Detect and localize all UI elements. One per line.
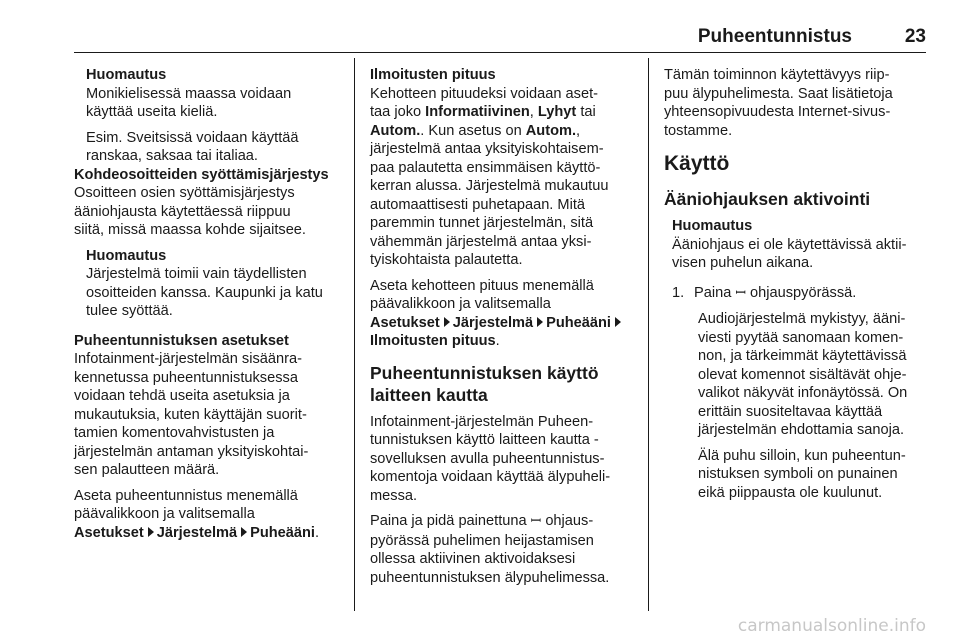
body-line: sovelluksen avulla puheentunnistus- <box>370 450 605 467</box>
section-heading-app: Puheentunnistuksen käyttö <box>370 362 599 383</box>
body-line: sen palautteen määrä. <box>74 462 220 478</box>
note-active-call <box>664 217 934 273</box>
note-heading: Huomautus <box>86 67 167 83</box>
body-line: erittäin suositeltavaa käyttää <box>698 403 883 420</box>
menu-path-arrow-icon <box>148 527 154 537</box>
body-line: voidaan tehdä useita asetuksia ja <box>74 388 290 404</box>
note-line: käyttää useita kieliä. <box>86 104 218 120</box>
option-auto: Autom. <box>525 122 577 139</box>
menu-path-item: Ilmoitusten pituus <box>370 333 496 349</box>
column-2 <box>370 66 638 587</box>
menu-path-arrow-icon <box>241 527 247 537</box>
menu-path-item: Järjestelmä <box>452 314 534 331</box>
section-heading-activate: Ääniohjauksen aktivointi <box>664 189 871 209</box>
body-line: pyörässä puhelimen heijastamisen <box>370 532 594 549</box>
menu-path-arrow-icon <box>615 317 621 327</box>
body-line: paa palautetta ensimmäisen käyttö- <box>370 159 601 176</box>
column-3 <box>664 66 934 502</box>
note-heading: Huomautus <box>86 247 167 264</box>
body-line: nistuksen symboli on punainen <box>698 466 898 482</box>
body-line: päävalikkoon ja valitsemalla <box>370 296 551 312</box>
section-heading-use: Käyttö <box>664 152 730 175</box>
option-informative: Informatiivinen <box>425 104 530 120</box>
body-line: tunnistuksen käyttö laitteen kautta - <box>370 432 599 448</box>
body-line: Infotainment-järjestelmän sisäänra- <box>74 351 302 367</box>
body-line: valikot näkyvät infonäytössä. On <box>698 385 908 401</box>
body-line: taa joko Informatiivinen, Lyhyt tai <box>370 104 596 120</box>
note-line: Monikielisessä maassa voidaan <box>86 85 292 102</box>
watermark: carmanualsonline.info <box>737 616 926 636</box>
step-number: 1. <box>672 284 685 301</box>
menu-path-continued: Ilmoitusten pituus. <box>370 333 500 349</box>
body-line: siitä, missä maassa kohde sijaitsee. <box>74 222 306 238</box>
body-line: Aseta kehotteen pituus menemällä <box>370 277 594 294</box>
body-line: messa. <box>370 487 418 504</box>
body-line: Tämän toiminnon käytettävyys riip- <box>664 67 890 83</box>
menu-path-arrow-icon <box>537 317 543 327</box>
body-line: tyiskohtaista palautetta. <box>370 252 523 268</box>
note-line: visen puhelun aikana. <box>672 255 814 271</box>
body-line: tamien komentovahvistusten ja <box>74 425 275 441</box>
body-line: automaattisesti puhetapaan. Mitä <box>370 196 585 213</box>
voice-button-icon: ꟷ <box>735 285 746 301</box>
page-title: Puheentunnistus <box>697 26 852 47</box>
body-line: ollessa aktiivinen aktivoidaksesi <box>370 551 576 567</box>
note-line: Järjestelmä toimii vain täydellisten <box>86 266 307 282</box>
body-line: Autom.. Kun asetus on Autom., <box>370 122 581 139</box>
note-line: tulee syöttää. <box>86 303 173 319</box>
page-header <box>74 0 926 52</box>
body-line: olevat komennot sisältävät ohje- <box>698 366 907 383</box>
note-line: Esim. Sveitsissä voidaan käyttää <box>86 129 299 146</box>
section-heading-app: laitteen kautta <box>370 384 488 405</box>
note-line: osoitteiden kanssa. Kaupunki ja katu <box>86 284 323 301</box>
body-line: järjestelmän antaman yksityiskohtai- <box>74 443 309 460</box>
body-line: Osoitteen osien syöttämisjärjestys <box>74 185 295 201</box>
body-line: non, ja tärkeimmät käytettävissä <box>698 348 907 364</box>
menu-path-arrow-icon <box>444 317 450 327</box>
body-line: Aseta puheentunnistus menemällä <box>74 487 298 504</box>
body-line: yhteensopivuudesta Internet-sivus- <box>664 104 891 120</box>
note-line: ranskaa, saksaa tai italiaa. <box>86 148 258 164</box>
note-line: Ääniohjaus ei ole käytettävissä aktii- <box>672 236 907 253</box>
column-divider-1 <box>354 58 355 611</box>
step-line: Paina ꟷ ohjauspyörässä. <box>694 284 857 301</box>
menu-path-item: Järjestelmä <box>156 524 238 541</box>
body-line: puu älypuhelimesta. Saat lisätietoja <box>664 85 893 102</box>
body-line: kerran alussa. Järjestelmä mukautuu <box>370 178 609 194</box>
body-line: puheentunnistuksen älypuhelimessa. <box>370 569 610 586</box>
column-divider-2 <box>648 58 649 611</box>
body-line: Infotainment-järjestelmän Puheen- <box>370 413 594 430</box>
body-line: Audiojärjestelmä mykistyy, ääni- <box>698 311 906 327</box>
option-auto: Autom. <box>370 122 421 139</box>
menu-path-item: Asetukset <box>370 314 440 331</box>
option-short: Lyhyt <box>537 104 577 120</box>
note-multilingual <box>74 66 346 166</box>
menu-path <box>74 524 346 543</box>
menu-path-item: Puheääni <box>546 314 611 331</box>
body-line: kennetussa puheentunnistuksessa <box>74 369 298 386</box>
page-number: 23 <box>904 26 926 47</box>
body-line: vähemmän järjestelmä antaa yksi- <box>370 233 592 250</box>
body-line: järjestelmän ehdottamia sanoja. <box>698 422 905 438</box>
body-line: viesti pyytää sanomaan komen- <box>698 329 904 346</box>
step-1 <box>672 284 934 304</box>
note-full-address <box>74 247 346 321</box>
section-heading-address-order: Kohdeosoitteiden syöttämisjärjestys <box>74 166 329 183</box>
body-line: tostamme. <box>664 122 733 139</box>
body-line: eikä piippausta ole kuulunut. <box>698 484 883 501</box>
menu-path-item: Puheääni <box>250 524 315 541</box>
body-line: Älä puhu silloin, kun puheentun- <box>698 447 906 464</box>
body-line: Kehotteen pituudeksi voidaan aset- <box>370 85 598 102</box>
step-1-detail <box>664 310 934 502</box>
note-heading: Huomautus <box>672 218 753 234</box>
section-heading-prompt-length: Ilmoitusten pituus <box>370 67 496 83</box>
voice-button-icon: ꟷ <box>530 514 542 529</box>
section-heading-settings: Puheentunnistuksen asetukset <box>74 332 289 349</box>
body-line: mukautuksia, kuten käyttäjän suorit- <box>74 406 307 423</box>
menu-path <box>370 314 638 333</box>
body-line: ääniohjausta käytettäessä riippuu <box>74 203 291 220</box>
body-line: paremmin tunnet järjestelmän, sitä <box>370 215 594 231</box>
body-line: komentoja voidaan käyttää älypuheli- <box>370 469 611 485</box>
body-line: päävalikkoon ja valitsemalla <box>74 506 255 522</box>
body-line: järjestelmä antaa yksityiskohtaisem- <box>370 141 604 157</box>
body-line: Paina ja pidä painettuna ꟷ ohjaus- <box>370 513 594 529</box>
column-1 <box>74 66 346 542</box>
menu-path-item: Asetukset <box>74 524 144 541</box>
header-rule <box>74 52 926 53</box>
menu-path-end: . <box>314 524 320 541</box>
